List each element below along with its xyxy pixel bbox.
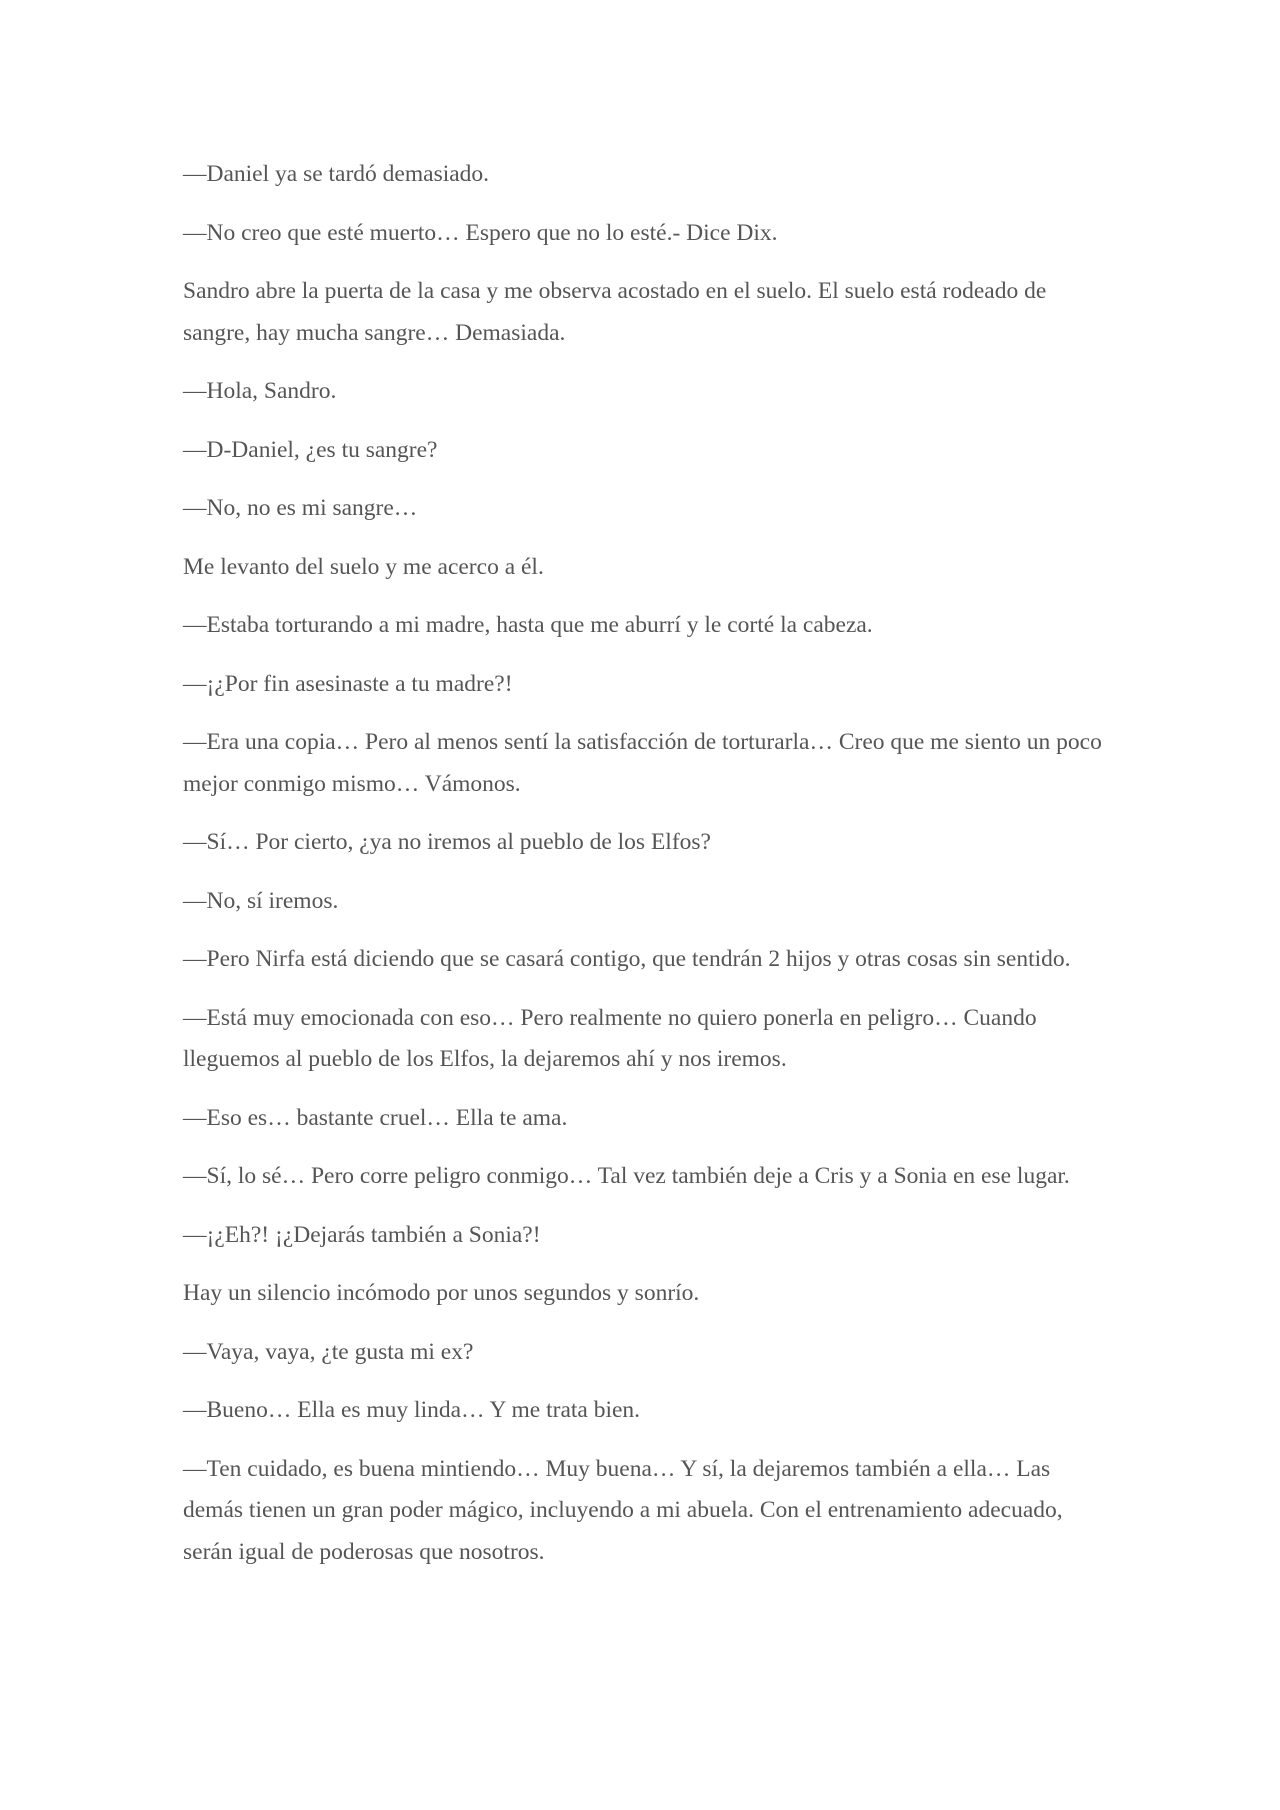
paragraph: —Estaba torturando a mi madre, hasta que me aburrí y le corté la cabeza. xyxy=(183,612,873,638)
paragraph: —Hola, Sandro. xyxy=(183,378,337,404)
paragraph: —Sí… Por cierto, ¿ya no iremos al pueblo de los Elfos? xyxy=(183,829,711,855)
paragraph: —Está muy emocionada con eso… Pero realmente no quiero ponerla en peligro… Cuando lleguemos al pueblo de los Elfos, la dejaremos ahí y nos iremos. xyxy=(183,1004,1037,1072)
paragraph: —No, sí iremos. xyxy=(183,887,339,914)
paragraph: —Vaya, vaya, ¿te gusta mi ex? xyxy=(183,1338,474,1365)
paragraph: —Era una copia… Pero al menos sentí la satisfacción de torturarla… Creo que me siento un poco mejor conmigo mismo… Vámonos. xyxy=(183,729,1102,797)
paragraph: —Bueno… Ella es muy linda… Y me trata bien. xyxy=(183,1397,641,1423)
paragraph: —Ten cuidado, es buena mintiendo… Muy buena… Y sí, la dejaremos también a ella… Las demás tienen un gran poder mágico, incluyendo a mi abuela. Con el entrenamiento adecuado, serán igual de poderosas que nosotros. xyxy=(183,1455,1063,1565)
paragraph: —Sí, lo sé… Pero corre peligro conmigo… Tal vez también deje a Cris y a Sonia en ese lugar. xyxy=(183,1163,1070,1189)
paragraph: Me levanto del suelo y me acerco a él. xyxy=(183,553,544,580)
paragraph: —D-Daniel, ¿es tu sangre? xyxy=(183,436,438,463)
paragraph: —Eso es… bastante cruel… Ella te ama. xyxy=(183,1104,568,1131)
paragraph: —Pero Nirfa está diciendo que se casará contigo, que tendrán 2 hijos y otras cosas sin sentido. xyxy=(183,946,1071,972)
paragraph: —No creo que esté muerto… Espero que no lo esté.- Dice Dix. xyxy=(183,219,778,246)
paragraph: —Daniel ya se tardó demasiado. xyxy=(183,161,490,187)
paragraph: Hay un silencio incómodo por unos segundos y sonrío. xyxy=(183,1280,700,1306)
paragraph: Sandro abre la puerta de la casa y me observa acostado en el suelo. El suelo está rodeado de sangre, hay mucha sangre… Demasiada. xyxy=(183,278,1047,346)
document-body xyxy=(183,154,1103,1590)
paragraph: —¡¿Eh?! ¡¿Dejarás también a Sonia?! xyxy=(183,1221,541,1248)
paragraph: —¡¿Por fin asesinaste a tu madre?! xyxy=(183,670,513,697)
paragraph: —No, no es mi sangre… xyxy=(183,495,418,521)
